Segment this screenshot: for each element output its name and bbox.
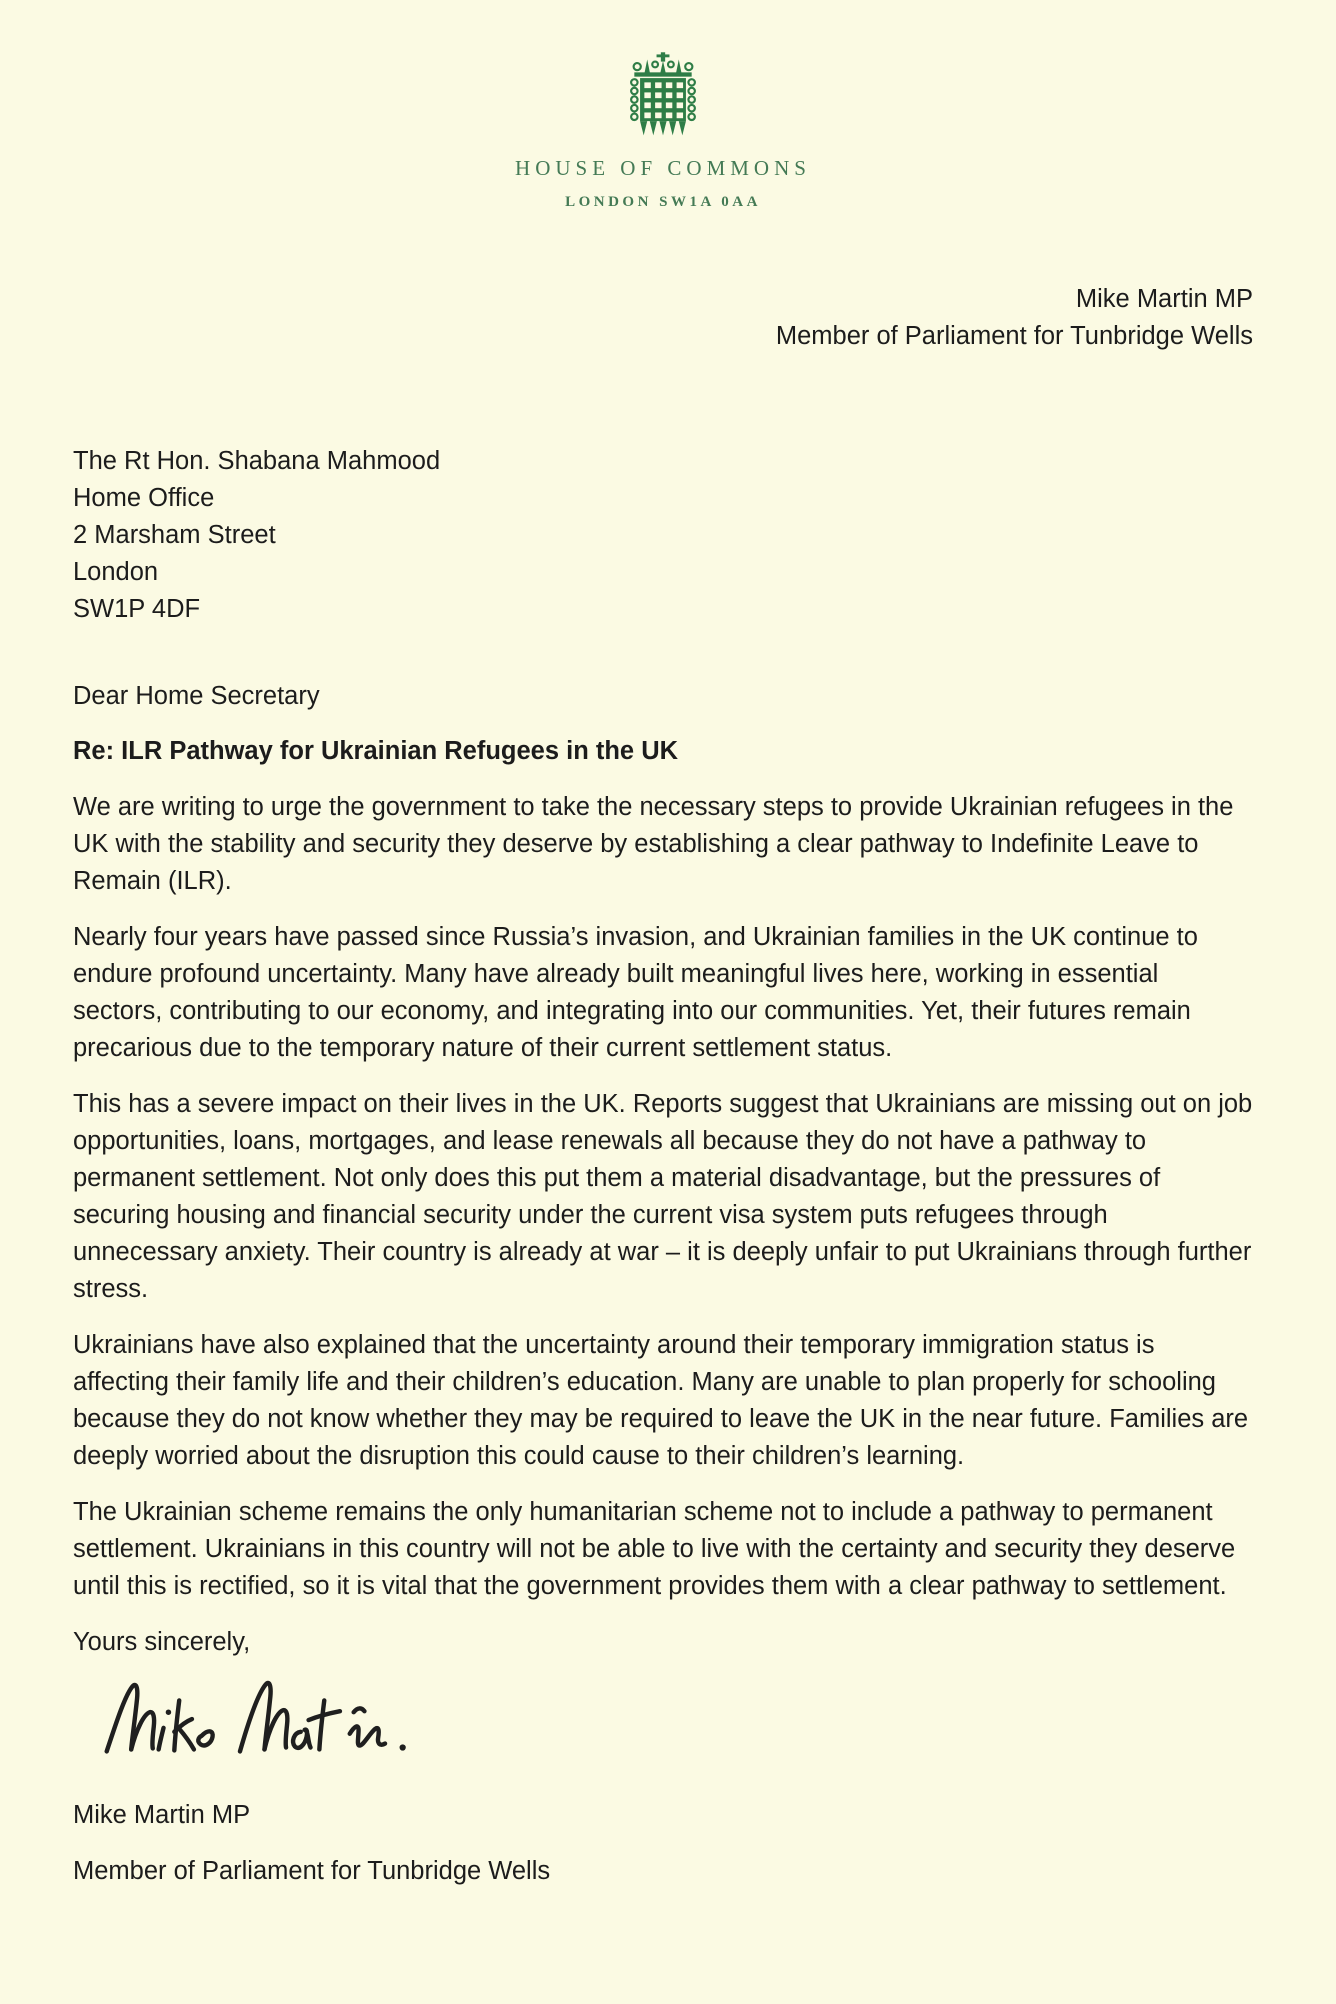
letterhead-org-name: HOUSE OF COMMONS [515,156,811,180]
recipient-line: The Rt Hon. Shabana Mahmood [73,447,441,475]
body-paragraph: This has a severe impact on their lives in the UK. Reports suggest that Ukrainians are missing out on job opportunities, loans, mortgages, and lease renewals all because they do not have a pathway to permanent settlement. Not only does this put them a material disadvantage, but the pressures of securing housing and financial security under the current visa system puts refugees through unnecessary anxiety. Their country is already at war – it is deeply unfair to put Ukrainians through further stress. [73,1090,1253,1303]
recipient-line: Home Office [73,484,215,512]
sender-block [73,281,1253,355]
subject-line: Re: ILR Pathway for Ukrainian Refugees in the UK [73,737,679,765]
recipient-address-block [73,443,1253,628]
body-paragraph: Nearly four years have passed since Russia’s invasion, and Ukrainian families in the UK continue to endure profound uncertainty. Many have already built meaningful lives here, working in essential sectors, contributing to our economy, and integrating into our communities. Yet, their futures remain precarious due to the temporary nature of their current settlement status. [73,923,1198,1062]
recipient-line: SW1P 4DF [73,595,201,623]
salutation: Dear Home Secretary [73,682,320,710]
signoff-title: Member of Parliament for Tunbridge Wells [73,1857,551,1885]
valediction: Yours sincerely, [73,1628,251,1656]
letterhead-org-address: LONDON SW1A 0AA [565,194,761,210]
recipient-line: London [73,558,159,586]
body-paragraph: We are writing to urge the government to take the necessary steps to provide Ukrainian refugees in the UK with the stability and security they deserve by establishing a clear pathway to Indefinite Leave to Remain (ILR). [73,793,1234,895]
sender-title: Member of Parliament for Tunbridge Wells [775,322,1253,350]
house-of-commons-portcullis-icon [620,52,706,140]
letterhead [73,52,1253,211]
letter-body [73,789,1253,1605]
recipient-line: 2 Marsham Street [73,521,276,549]
signoff-name: Mike Martin MP [73,1801,251,1829]
handwritten-signature [91,1673,436,1771]
body-paragraph: Ukrainians have also explained that the uncertainty around their temporary immigration status is affecting their family life and their children’s education. Many are unable to plan properly for schooling because they do not know whether they may be required to leave the UK in the near future. Families are deeply worried about the disruption this could cause to their children’s learning. [73,1331,1249,1470]
body-paragraph: The Ukrainian scheme remains the only humanitarian scheme not to include a pathway to permanent settlement. Ukrainians in this country will not be able to live with the certainty and security they deserve until this is rectified, so it is vital that the government provides them with a clear pathway to settlement. [73,1498,1236,1600]
sender-name: Mike Martin MP [1075,285,1253,313]
